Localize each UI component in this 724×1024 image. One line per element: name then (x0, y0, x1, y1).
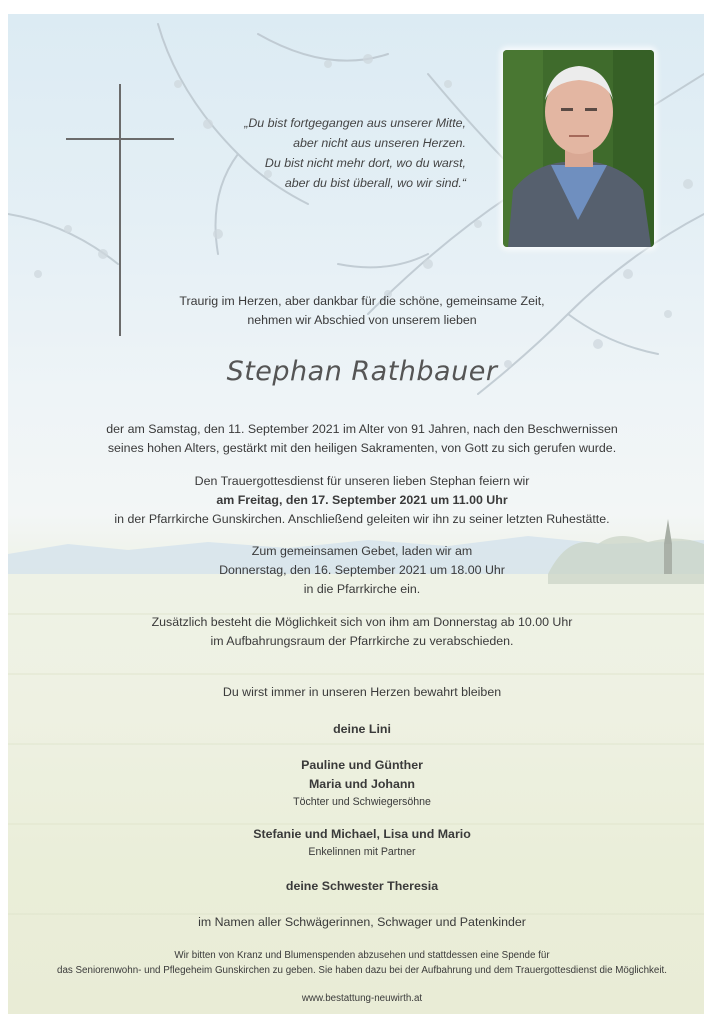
prayer-date: Donnerstag, den 16. September 2021 um 18.00 Uhr (219, 563, 505, 577)
viewing-line: Zusätzlich besteht die Möglichkeit sich von ihm am Donnerstag ab 10.00 Uhr (151, 615, 573, 629)
wife-name: deine Lini (333, 722, 391, 736)
cross-icon-bar (66, 138, 174, 140)
death-notice (0, 420, 724, 458)
quote-line: aber du bist überall, wo wir sind.“ (284, 176, 466, 190)
notice-line: seines hohen Alters, gestärkt mit den heiligen Sakramenten, von Gott zu sich gerufen wurde. (107, 441, 617, 455)
donation-line: Wir bitten von Kranz und Blumenspenden abzusehen und stattdessen eine Spende für (174, 950, 550, 961)
website-link[interactable]: www.bestattung-neuwirth.at (301, 993, 423, 1004)
grandchildren-names: Stefanie und Michael, Lisa und Mario (253, 827, 471, 841)
daughter-line: Pauline und Günther (301, 758, 423, 772)
sister-name: deine Schwester Theresia (285, 879, 439, 893)
intro-line: Traurig im Herzen, aber dankbar für die schöne, gemeinsame Zeit, (179, 294, 545, 308)
others-text: im Namen aller Schwägerinnen, Schwager und Patenkinder (198, 915, 526, 929)
donation-request (0, 948, 724, 978)
viewing-notice (0, 613, 724, 651)
memorial-quote (180, 113, 466, 193)
viewing-line: im Aufbahrungsraum der Pfarrkirche zu verabschieden. (210, 634, 514, 648)
notice-line: der am Samstag, den 11. September 2021 im Alter von 91 Jahren, nach den Beschwernissen (106, 422, 618, 436)
intro-line: nehmen wir Abschied von unserem lieben (247, 313, 477, 327)
funeral-service (0, 472, 724, 529)
grandchildren-caption: Enkelinnen mit Partner (308, 846, 416, 858)
service-line: in der Pfarrkirche Gunskirchen. Anschließend geleiten wir ihn zu seiner letzten Ruhestätte. (114, 512, 610, 526)
quote-line: aber nicht aus unseren Herzen. (293, 136, 466, 150)
deceased-name: Stephan Rathbauer (226, 356, 498, 387)
prayer-notice (0, 542, 724, 599)
service-line: Den Trauergottesdienst für unseren lieben Stephan feiern wir (194, 474, 530, 488)
remembrance-text: Du wirst immer in unseren Herzen bewahrt bleiben (222, 685, 502, 699)
portrait-photo (503, 50, 654, 247)
daughter-line: Maria und Johann (308, 777, 416, 791)
service-date: am Freitag, den 17. September 2021 um 11.00 Uhr (216, 493, 508, 507)
quote-line: Du bist nicht mehr dort, wo du warst, (264, 156, 466, 170)
intro-text (0, 292, 724, 330)
prayer-line: in die Pfarrkirche ein. (303, 582, 421, 596)
daughters-caption: Töchter und Schwiegersöhne (293, 796, 431, 808)
daughters-names (0, 756, 724, 794)
donation-line: das Seniorenwohn- und Pflegeheim Gunskirchen zu geben. Sie haben dazu bei der Aufbahrung und dem Trauergottesdienst die Möglichkeit. (57, 965, 667, 976)
quote-line: „Du bist fortgegangen aus unserer Mitte, (244, 116, 466, 130)
prayer-line: Zum gemeinsamen Gebet, laden wir am (251, 544, 473, 558)
